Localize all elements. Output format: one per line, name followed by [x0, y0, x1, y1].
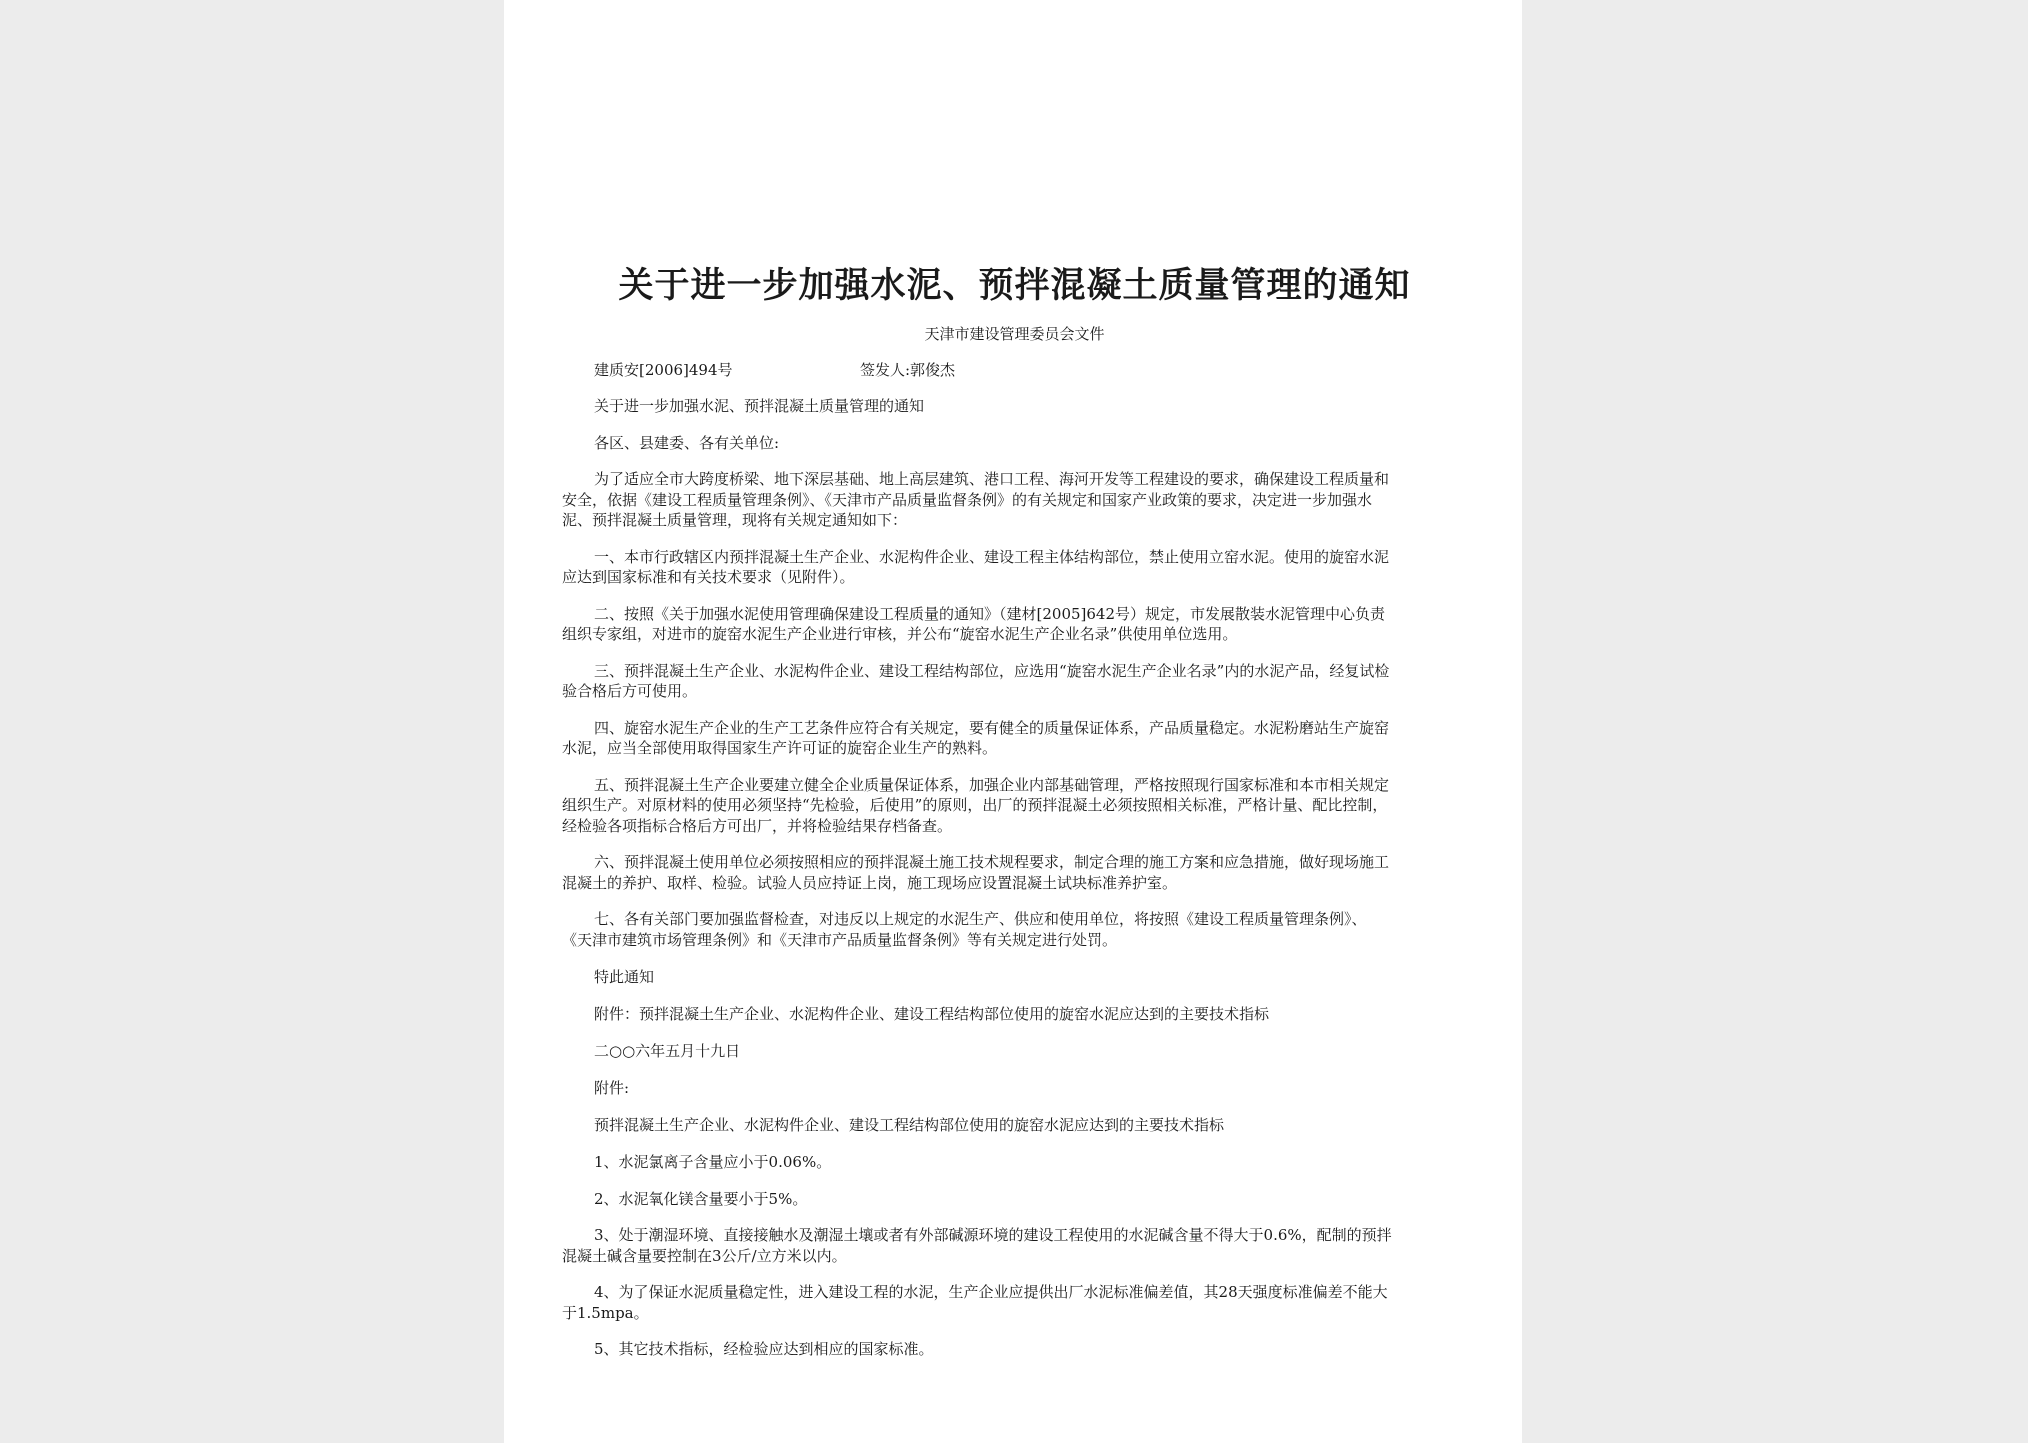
- item-line: 组织生产。对原材料的使用必须坚持“先检验，后使用”的原则，出厂的预拌混凝土必须按照相关标准，严格计量、配比控制，: [562, 796, 1388, 814]
- item-5: [562, 775, 1467, 837]
- item-7: [562, 909, 1467, 950]
- item-3: [562, 661, 1467, 702]
- intro-line: 为了适应全市大跨度桥梁、地下深层基础、地上高层建筑、港口工程、海河开发等工程建设的要求，确保建设工程质量和: [594, 470, 1390, 488]
- subtitle: 关于进一步加强水泥、预拌混凝土质量管理的通知: [594, 397, 925, 415]
- spec-line: 4、为了保证水泥质量稳定性，进入建设工程的水泥，生产企业应提供出厂水泥标准偏差值，其28天强度标准偏差不能大: [594, 1283, 1388, 1301]
- intro-line: 泥、预拌混凝土质量管理，现将有关规定通知如下：: [562, 511, 908, 529]
- spec-4: [562, 1282, 1467, 1323]
- item-line: 混凝土的养护、取样、检验。试验人员应持证上岗，施工现场应设置混凝土试块标准养护室。: [562, 873, 1178, 892]
- spec-line: 3、处于潮湿环境、直接接触水及潮湿土壤或者有外部碱源环境的建设工程使用的水泥碱含量不得大于0.6%，配制的预拌: [594, 1226, 1392, 1244]
- document-date: 二○○六年五月十九日: [594, 1042, 741, 1060]
- item-line: 应达到国家标准和有关技术要求（见附件）。: [562, 568, 855, 586]
- item-line: 水泥，应当全部使用取得国家生产许可证的旋窑企业生产的熟料。: [562, 739, 998, 757]
- addressee: 各区、县建委、各有关单位:: [594, 434, 780, 452]
- closing: 特此通知: [594, 968, 655, 986]
- document-title: 关于进一步加强水泥、预拌混凝土质量管理的通知: [618, 265, 1411, 306]
- item-4: [562, 718, 1467, 759]
- item-2: [562, 604, 1467, 645]
- item-line: 二、按照《关于加强水泥使用管理确保建设工程质量的通知》（建材[2005]642号）规定，市发展散装水泥管理中心负责: [594, 604, 1386, 623]
- spec-5: 5、其它技术指标，经检验应达到相应的国家标准。: [594, 1340, 934, 1358]
- item-1: [562, 547, 1467, 588]
- spec-line: 混凝土碱含量要控制在3公斤/立方米以内。: [562, 1246, 847, 1265]
- document-number: 建质安[2006]494号: [594, 361, 733, 379]
- issuer: 天津市建设管理委员会文件: [924, 325, 1105, 343]
- item-line: 六、预拌混凝土使用单位必须按照相应的预拌混凝土施工技术规程要求，制定合理的施工方案和应急措施，做好现场施工: [594, 853, 1390, 871]
- attachment-title: 预拌混凝土生产企业、水泥构件企业、建设工程结构部位使用的旋窑水泥应达到的主要技术指标: [594, 1116, 1225, 1134]
- item-line: 三、预拌混凝土生产企业、水泥构件企业、建设工程结构部位，应选用“旋窑水泥生产企业名录”内的水泥产品，经复试检: [594, 661, 1390, 680]
- spec-2: 2、水泥氧化镁含量要小于5%。: [594, 1190, 808, 1208]
- document-page: [504, 0, 1522, 1443]
- spec-3: [562, 1225, 1467, 1266]
- item-6: [562, 852, 1467, 893]
- item-line: 五、预拌混凝土生产企业要建立健全企业质量保证体系，加强企业内部基础管理，严格按照现行国家标准和本市相关规定: [594, 775, 1390, 794]
- signer: 签发人:郭俊杰: [860, 361, 956, 379]
- item-line: 组织专家组，对进市的旋窑水泥生产企业进行审核，并公布“旋窑水泥生产企业名录”供使用单位选用。: [562, 625, 1238, 643]
- item-line: 《天津市建筑市场管理条例》和《天津市产品质量监督条例》等有关规定进行处罚。: [562, 930, 1118, 949]
- item-line: 四、旋窑水泥生产企业的生产工艺条件应符合有关规定，要有健全的质量保证体系，产品质量稳定。水泥粉磨站生产旋窑: [594, 718, 1390, 737]
- document-meta: [562, 360, 1467, 380]
- intro-line: 安全，依据《建设工程质量管理条例》、《天津市产品质量监督条例》的有关规定和国家产业政策的要求，决定进一步加强水: [562, 490, 1373, 509]
- document-content: [562, 262, 1467, 1359]
- item-line: 一、本市行政辖区内预拌混凝土生产企业、水泥构件企业、建设工程主体结构部位，禁止使用立窑水泥。使用的旋窑水泥: [594, 547, 1390, 566]
- spec-line: 于1.5mpa。: [562, 1303, 649, 1322]
- item-line: 验合格后方可使用。: [562, 682, 698, 700]
- item-line: 七、各有关部门要加强监督检查，对违反以上规定的水泥生产、供应和使用单位，将按照《建设工程质量管理条例》、: [594, 910, 1367, 928]
- intro-paragraph: [562, 469, 1467, 531]
- attachment-label: 附件:: [594, 1079, 630, 1097]
- item-line: 经检验各项指标合格后方可出厂，并将检验结果存档备查。: [562, 816, 953, 835]
- attachment-note: 附件：预拌混凝土生产企业、水泥构件企业、建设工程结构部位使用的旋窑水泥应达到的主要技术指标: [594, 1005, 1270, 1023]
- spec-1: 1、水泥氯离子含量应小于0.06%。: [594, 1153, 832, 1171]
